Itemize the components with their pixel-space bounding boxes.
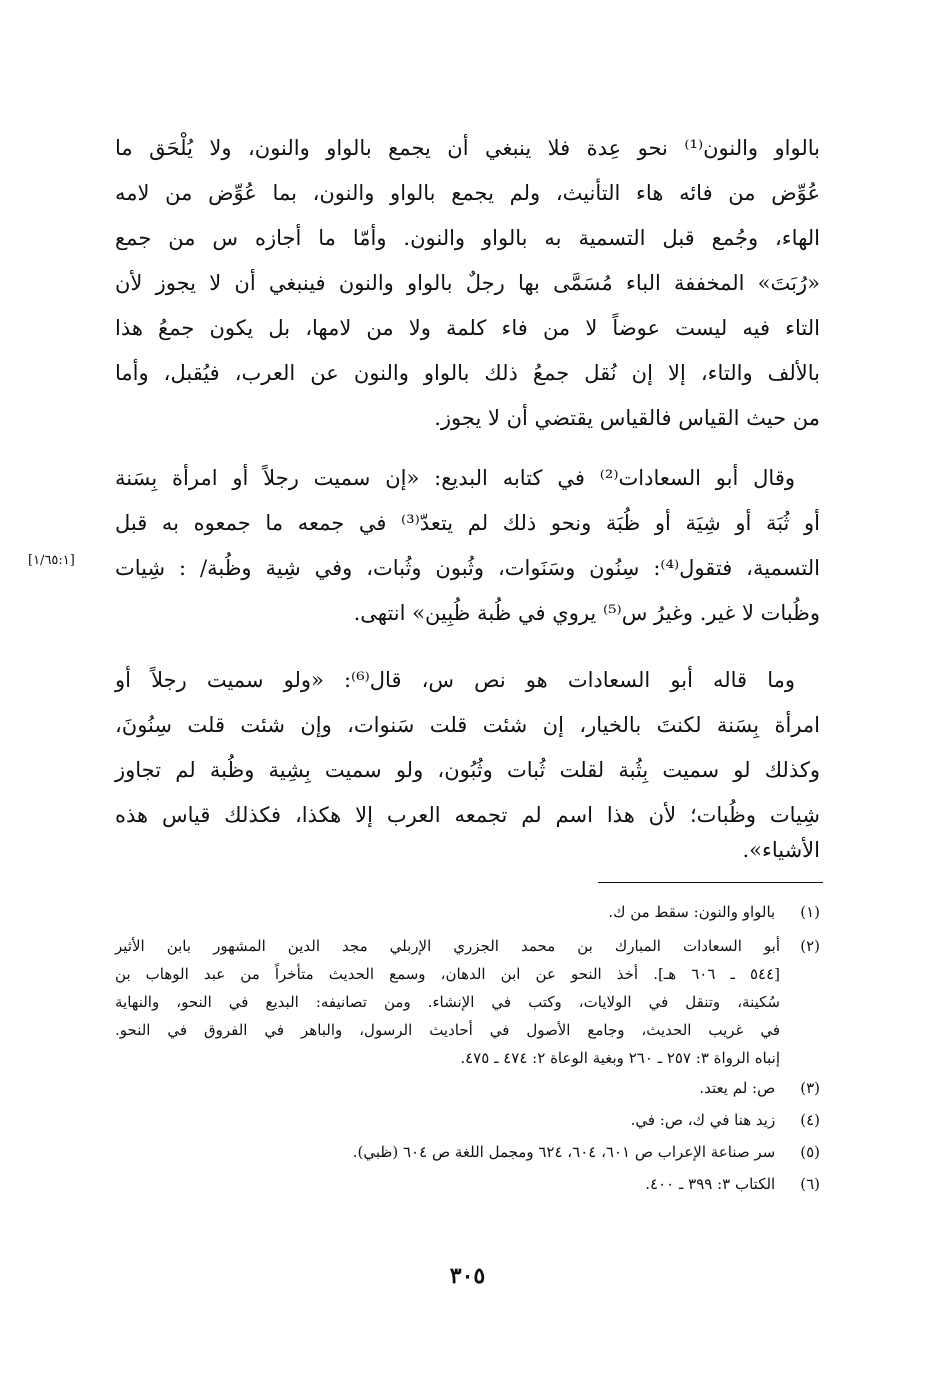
body-line: أو ثُبَة أو شِيَة أو ظُبَة ونحو ذلك لم يتعدّ⁽³⁾ في جمعه ما جمعوه به قبل <box>115 511 821 535</box>
footnote-text: الكتاب ٣: ٣٩٩ ـ ٤٠٠. <box>645 1175 776 1193</box>
body-line: وقال أبو السعادات⁽²⁾ في كتابه البديع: «إن سميت رجلاً أو امرأة بِسَنة <box>115 466 795 490</box>
footnote-item <box>115 1106 820 1134</box>
footnote-number: (٦) <box>800 1175 820 1193</box>
body-line: عُوِّض من فائه هاء التأنيث، ولم يجمع بالواو والنون، بما عُوِّض من لامه <box>115 181 820 205</box>
body-line: وكذلك لو سميت بِثُبة لقلت ثُبات وثُبُون، ولو سميت بِشِية وظُبة لم تجاوز <box>115 758 820 782</box>
body-line: التسمية، فتقول⁽⁴⁾: سِنُون وسَنَوات، وثُبون وثُبات، وفي شِية وظُبة/ : شِيات <box>115 556 820 580</box>
body-line: من حيث القياس فالقياس يقتضي أن لا يجوز. <box>434 406 820 430</box>
page-number: ٣٠٥ <box>449 1263 486 1289</box>
footnote-text: في غريب الحديث، وجامع الأصول في أحاديث الرسول، والباهر في الفروق في النحو. <box>115 1021 780 1039</box>
body-line: شِيات وظُبات؛ لأن هذا اسم لم تجمعه العرب إلا هكذا، فكذلك قياس هذه <box>115 803 820 827</box>
body-line: وظُبات لا غير. وغيرُ س⁽⁵⁾ يروي في ظُبة ظُبِين» انتهى. <box>353 601 820 625</box>
footnote-text: بالواو والنون: سقط من ك. <box>608 903 776 921</box>
footnote-text: سر صناعة الإعراب ص ٦٠١، ٦٠٤، ٦٢٤ ومجمل اللغة ص ٦٠٤ (ظبي). <box>352 1143 776 1161</box>
footnote-text: [٥٤٤ ـ ٦٠٦ هـ]. أخذ النحو عن ابن الدهان، وسمع الحديث متأخراً من عبد الوهاب بن <box>115 965 781 983</box>
footnote-text: إنباه الرواة ٣: ٢٥٧ ـ ٢٦٠ وبغية الوعاة ٢: ٤٧٤ ـ ٤٧٥. <box>460 1049 780 1067</box>
body-line: التاء فيه ليست عوضاً لا من فاء كلمة ولا من لامها، بل يكون جمعُ هذا <box>115 316 820 340</box>
footnote-item <box>115 1138 820 1166</box>
footnote-text: ص: لم يعتد. <box>699 1079 776 1097</box>
footnote-text: زيد هنا في ك، ص: في. <box>630 1111 776 1129</box>
footnote-number: (٢) <box>800 937 820 955</box>
footnote-number: (١) <box>800 903 820 921</box>
footnote-text: أبو السعادات المبارك بن محمد الجزري الإربلي مجد الدين المشهور بابن الأثير <box>115 937 780 955</box>
footnote-number: (٤) <box>800 1111 820 1129</box>
body-line: وما قاله أبو السعادات هو نص س، قال⁽⁶⁾: «ولو سميت رجلاً أو <box>115 668 795 692</box>
footnote-number: (٥) <box>800 1143 820 1161</box>
footnote-item <box>115 1170 820 1198</box>
footnote-item <box>115 1074 820 1102</box>
body-line: الأشياء». <box>742 838 820 862</box>
body-line: «رُبَتَ» المخففة الباء مُسَمَّى بها رجلٌ بالواو والنون فينبغي أن لا يجوز لأن <box>115 271 820 295</box>
body-line: الهاء، وجُمع قبل التسمية به بالواو والنون. وأمّا ما أجازه س من جمع <box>115 226 820 250</box>
footnote-number: (٣) <box>800 1079 820 1097</box>
body-line: بالألف والتاء، إلا إن نُقل جمعُ ذلك بالواو والنون عن العرب، فيُقبل، وأما <box>115 361 820 385</box>
body-line: بالواو والنون⁽¹⁾ نحو عِدة فلا ينبغي أن يجمع بالواو والنون، ولا يُلْحَق ما <box>115 136 820 160</box>
margin-reference: [١/٦٥:١] <box>28 553 75 568</box>
footnote-text: سُكينة، وتنقل في الولايات، وكتب في الإنشاء. ومن تصانيفه: البديع في النحو، والنهاية <box>115 993 780 1011</box>
body-line: امرأة بِسَنة لكنتَ بالخيار، إن شئت قلت سَنوات، وإن شئت قلت سِنُونَ، <box>115 713 820 737</box>
footnote-item <box>115 898 820 926</box>
footnote-separator <box>598 882 823 883</box>
